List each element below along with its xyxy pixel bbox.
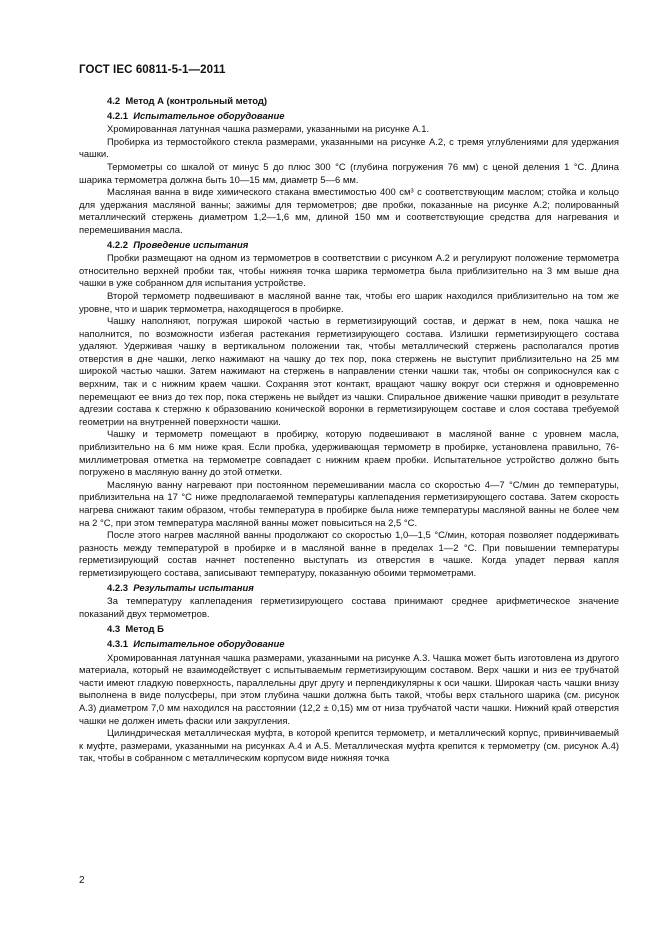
paragraph: Второй термометр подвешивают в масляной ванне так, чтобы его шарик находился приблизительно на том же уровне, что и шарик термометра, находящегося в пробирке. [79,290,619,315]
paragraph: Хромированная латунная чашка размерами, указанными на рисунке А.1. [107,124,430,136]
document-header: ГОСТ IEC 60811-5-1—2011 [79,64,226,76]
paragraph: Чашку наполняют, погружая широкой частью в герметизирующий состав, и держат в нем, пока чашка не наполнится, по возможности избегая растекания герметизирующего состава. Излишки герметизирующего состава удаляют. Удерживая чашку в вертикальном положении так, чтобы металлический стержень располагался против отверстия в дне чашки, легко нажимают на чашку до тех пор, пока стержень не выступит приблизительно на 25 мм широкой частью чашки. Затем нажимают на стержень в направлении стенки чашки так, чтобы он соприкоснулся как с верхним, так и с нижним краем чашки. Сохраняя этот контакт, вращают чашку вокруг оси стержня и одновременно перемещают ее вниз до тех пор, пока стержень не выйдет из чашки. Спиральное движение чашки приводит в результате адгезии состава к стержню к образованию конической воронки в герметизирующем составе и слоя состава требуемой геометрии на внутренней поверхности чашки. [79,316,619,428]
paragraph: Хромированная латунная чашка размерами, указанными на рисунке А.3. Чашка может быть изготовлена из другого материала, который не взаимодействует с испытываемым герметизирующим составом. Верх чашки и низ ее трубчатой части имеют гладкую поверхность, параллельны друг другу и перпендикулярны к оси чашки. Широкая часть чашки внизу выполнена в виде полусферы, при этом глубина чашки должна быть такой, чтобы верх стального шарика (см. рисунок А.3) диаметром 7,0 мм находился на расстоянии (12,2 ± 0,15) мм от низа трубчатой части чашки. Нижний край отверстия чашки не должен иметь фаски или закругления. [79,652,619,727]
section-heading-4-3: 4.3 Метод Б [107,624,164,636]
paragraph: Пробки размещают на одном из термометров в соответствии с рисунком А.2 и регулируют положение термометра относительно верхней пробки так, чтобы нижняя точка шарика термометра была приблизительно на 3 мм выше дна чашки в уже собранном для испытания устройстве. [79,253,619,290]
paragraph: После этого нагрев масляной ванны продолжают со скоростью 1,0—1,5 °С/мин, которая позволяет поддерживать разность между температурой в пробирке и в масляной ванне в пределах 1—2 °С. При повышении температуры герметизирующий состав начнет постепенно выступать из отверстия в чашке. Когда упадет первая капля герметизирующего состава, записывают температуру, показанную обоими термометрами. [79,530,619,579]
paragraph: Чашку и термометр помещают в пробирку, которую подвешивают в масляной ванне с уровнем масла, приблизительно на 6 мм ниже края. Если пробка, удерживающая термометр в пробирке, установлена правильно, 76-миллиметровая отметка на термометре совпадает с нижним краем пробки. Испытательное устройство должно быть погружено в масляную ванну до этой отметки. [79,429,619,479]
section-heading-4-3-1: 4.3.1 Испытательное оборудование [107,638,285,650]
paragraph: Пробирка из термостойкого стекла размерами, указанными на рисунке А.2, с тремя углублениями для удержания чашки. [79,136,619,161]
document-body [79,93,619,766]
page-number: 2 [79,875,85,886]
section-heading-4-2-3: 4.2.3 Результаты испытания [107,582,254,594]
section-heading-4-2-1: 4.2.1 Испытательное оборудование [107,110,285,122]
section-heading-4-2: 4.2 Метод А (контрольный метод) [107,96,268,107]
paragraph: Цилиндрическая металлическая муфта, в которой крепится термометр, и металлический корпус, привинчиваемый к муфте, размерами, указанными на рисунках А.4 и А.5. Металлическая муфта крепится к термометру (см. рисунок А.4) так, чтобы в собранном с металлическим корпусом виде нижняя точка [79,728,619,765]
section-heading-4-2-2: 4.2.2 Проведение испытания [107,239,249,251]
paragraph: Масляная ванна в виде химического стакана вместимостью 400 см³ с соответствующим маслом; стойка и кольцо для удержания масляной ванны; зажимы для термометров; две пробки, показанные на рисунке А.2; полированный металлический стержень диаметром 1,2—1,6 мм, длиной 150 мм и соответствующие средства для нагревания и перемешивания масла. [79,187,619,236]
paragraph: За температуру каплепадения герметизирующего состава принимают среднее арифметическое значение показаний двух термометров. [79,596,619,620]
paragraph: Термометры со шкалой от минус 5 до плюс 300 °С (глубина погружения 76 мм) с ценой деления 1 °С. Длина шарика термометра должна быть 10—15 мм, диаметр 5—6 мм. [79,161,619,186]
paragraph: Масляную ванну нагревают при постоянном перемешивании масла со скоростью 4—7 °С/мин до температуры, приблизительна на 17 °С ниже предполагаемой температуры каплепадения герметизирующего состава. Затем скорость нагрева снижают таким образом, чтобы температура в пробирке была ниже температуры масляной ванны не более чем на 2 °С, при этом температура масляной ванны может повыситься на 2,5 °С. [79,479,619,529]
